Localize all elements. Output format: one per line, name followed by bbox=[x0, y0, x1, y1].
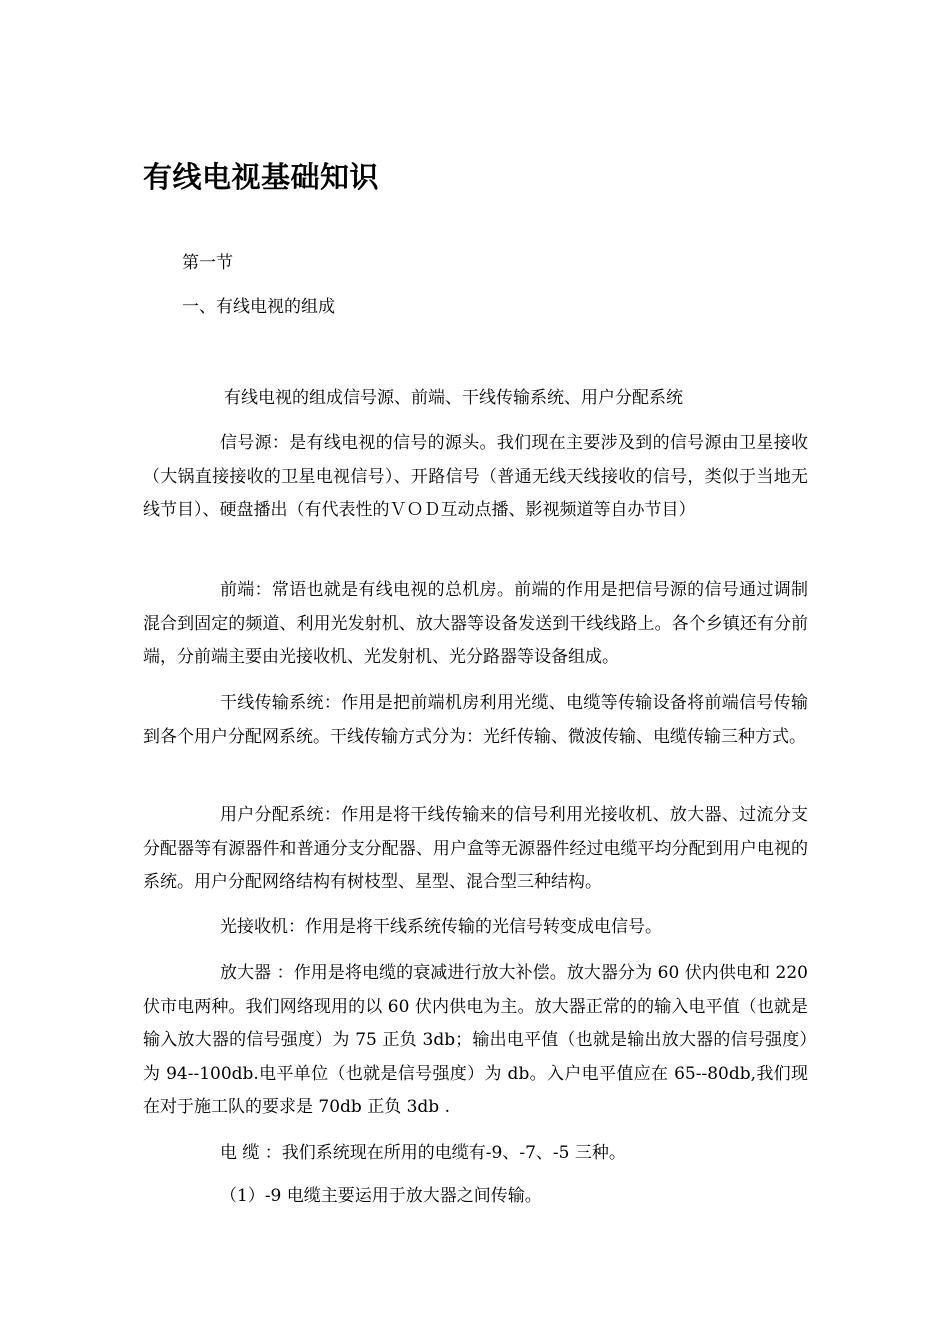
document-title: 有线电视基础知识 bbox=[143, 160, 380, 194]
paragraph-headend: 前端：常语也就是有线电视的总机房。前端的作用是把信号源的信号通过调制混合到固定的频道、利用光发射机、放大器等设备发送到干线线路上。各个乡镇还有分前端，分前端主要由光接收机、光发射机、光分路器等设备组成。 bbox=[143, 580, 808, 667]
list-item-cable-9: （1）-9 电缆主要运用于放大器之间传输。 bbox=[220, 1186, 542, 1206]
subsection-heading: 一、有线电视的组成 bbox=[182, 297, 335, 317]
paragraph-optical-receiver: 光接收机：作用是将干线系统传输的光信号转变成电信号。 bbox=[220, 917, 662, 937]
paragraph-amplifier: 放大器 ：作用是将电缆的衰减进行放大补偿。放大器分为 60 伏内供电和 220 伏市电两种。我们网络现用的以 60 伏内供电为主。放大器正常的的输入电平值（也就是输入放大器的信号强度）为 75 正负 3db；输出电平值（也就是输出放大器的信号强度）为 94--100db.电平单位（也就是信号强度）为 db。入户电平值应在 65--80db,我们现在对于施工队的要求是 70db 正负 3db . bbox=[143, 963, 808, 1117]
paragraph-user-distribution: 用户分配系统：作用是将干线传输来的信号利用光接收机、放大器、过流分支分配器等有源器件和普通分支分配器、用户盒等无源器件经过电缆平均分配到用户电视的系统。用户分配网络结构有树枝型、星型、混合型三种结构。 bbox=[143, 805, 808, 892]
paragraph-signal-source: 信号源：是有线电视的信号的源头。我们现在主要涉及到的信号源由卫星接收（大锅直接接收的卫星电视信号）、开路信号（普通无线天线接收的信号，类似于当地无线节目）、硬盘播出（有代表性的ＶＯＤ互动点播、影视频道等自办节目） bbox=[143, 433, 808, 520]
section-label: 第一节 bbox=[182, 253, 233, 273]
paragraph-trunk-transmission: 干线传输系统：作用是把前端机房利用光缆、电缆等传输设备将前端信号传输到各个用户分配网系统。干线传输方式分为：光纤传输、微波传输、电缆传输三种方式。 bbox=[143, 693, 808, 747]
intro-line: 有线电视的组成信号源、前端、干线传输系统、用户分配系统 bbox=[224, 388, 683, 408]
paragraph-cable: 电 缆 ：我们系统现在所用的电缆有-9、-7、-5 三种。 bbox=[220, 1143, 626, 1163]
